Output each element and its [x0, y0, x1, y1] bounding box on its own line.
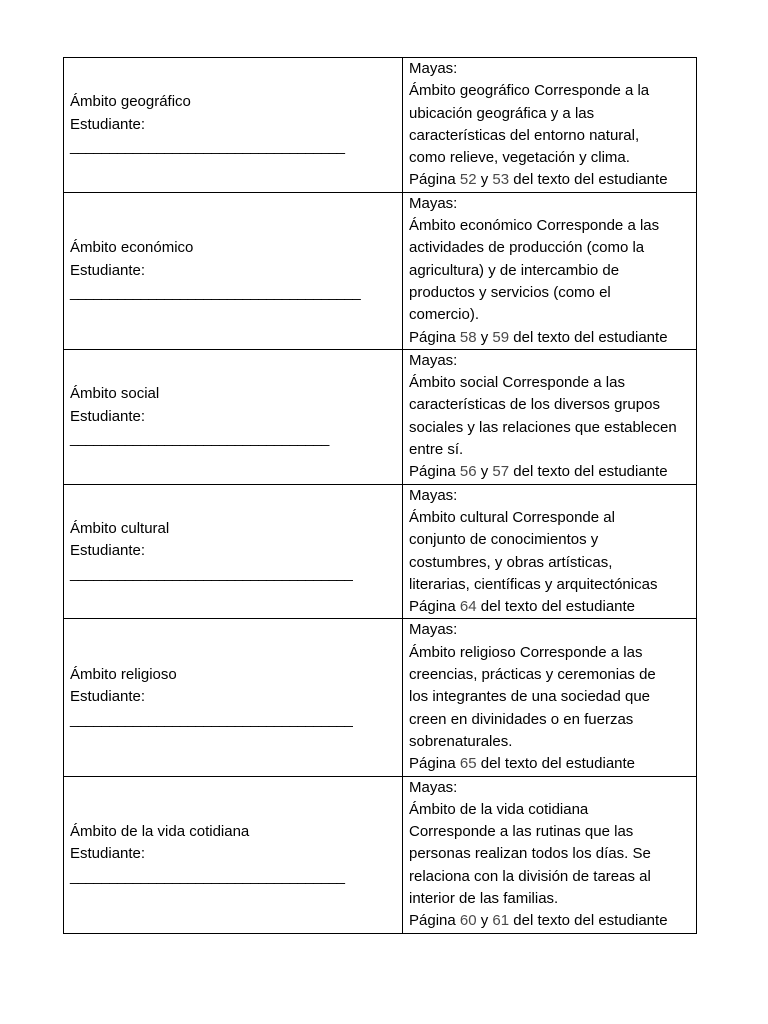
description-line: Ámbito social Corresponde a las: [409, 374, 625, 392]
ambito-cell: [64, 349, 403, 484]
ambito-title: Ámbito religioso: [70, 666, 177, 684]
page-reference: Página 56 y 57 del texto del estudiante: [409, 463, 668, 481]
ambito-title: Ámbito económico: [70, 239, 194, 257]
page-reference: Página 52 y 53 del texto del estudiante: [409, 171, 668, 189]
table-row: [64, 192, 697, 349]
description-line: entre sí.: [409, 441, 464, 459]
ambito-cell: [64, 484, 403, 619]
ambito-cell: [64, 58, 403, 193]
description-line: creen en divinidades o en fuerzas: [409, 710, 634, 728]
page-number: 60: [459, 912, 477, 930]
student-answer-line[interactable]: ___________________________________: [70, 138, 345, 156]
description-line: características de los diversos grupos: [409, 396, 660, 414]
description-line: los integrantes de una sociedad que: [409, 688, 651, 706]
ambito-cell: [64, 776, 403, 933]
page-number: 53: [492, 171, 510, 189]
page-reference: Página 65 del texto del estudiante: [409, 755, 636, 773]
civilization-heading: Mayas:: [409, 351, 458, 369]
description-line: Corresponde a las rutinas que las: [409, 823, 634, 841]
student-answer-line[interactable]: ____________________________________: [70, 710, 353, 728]
ambito-title: Ámbito de la vida cotidiana: [70, 823, 250, 841]
page-number: 64: [459, 598, 477, 616]
page-number: 57: [492, 463, 510, 481]
page-reference: Página 64 del texto del estudiante: [409, 598, 636, 616]
description-line: relaciona con la división de tareas al: [409, 867, 651, 885]
student-answer-line[interactable]: ___________________________________: [70, 867, 345, 885]
student-label: Estudiante:: [70, 688, 146, 706]
ambito-title: Ámbito geográfico: [70, 93, 191, 111]
description-line: creencias, prácticas y ceremonias de: [409, 666, 656, 684]
page-reference: Página 60 y 61 del texto del estudiante: [409, 912, 668, 930]
ambito-title: Ámbito social: [70, 385, 160, 403]
description-line: sociales y las relaciones que establecen: [409, 418, 677, 436]
description-line: Ámbito económico Corresponde a las: [409, 217, 660, 235]
civilization-heading: Mayas:: [409, 486, 458, 504]
description-cell: [403, 484, 697, 619]
civilization-heading: Mayas:: [409, 621, 458, 639]
description-line: productos y servicios (como el: [409, 283, 611, 301]
description-line: características del entorno natural,: [409, 126, 640, 144]
civilization-heading: Mayas:: [409, 60, 458, 77]
ambitos-table: [63, 57, 697, 934]
student-answer-line[interactable]: _____________________________________: [70, 283, 361, 301]
ambito-title: Ámbito cultural: [70, 520, 170, 538]
description-cell: [403, 192, 697, 349]
table-row: [64, 58, 697, 193]
page-number: 65: [459, 755, 477, 773]
description-line: agricultura) y de intercambio de: [409, 261, 620, 279]
page-reference: Página 58 y 59 del texto del estudiante: [409, 328, 668, 346]
civilization-heading: Mayas:: [409, 778, 458, 796]
student-label: Estudiante:: [70, 542, 146, 560]
description-line: Ámbito geográfico Corresponde a la: [409, 82, 650, 100]
description-cell: [403, 776, 697, 933]
description-cell: [403, 619, 697, 776]
student-label: Estudiante:: [70, 115, 146, 133]
civilization-heading: Mayas:: [409, 194, 458, 212]
description-cell: [403, 349, 697, 484]
student-answer-line[interactable]: _________________________________: [70, 429, 329, 447]
description-line: Ámbito cultural Corresponde al: [409, 508, 615, 526]
student-label: Estudiante:: [70, 845, 146, 863]
student-label: Estudiante:: [70, 407, 146, 425]
description-line: ubicación geográfica y a las: [409, 104, 595, 122]
table-row: [64, 619, 697, 776]
table-row: [64, 484, 697, 619]
page-number: 52: [459, 171, 477, 189]
description-line: interior de las familias.: [409, 889, 559, 907]
description-line: conjunto de conocimientos y: [409, 531, 599, 549]
page-number: 61: [492, 912, 510, 930]
description-line: Ámbito religioso Corresponde a las: [409, 643, 643, 661]
table-row: [64, 776, 697, 933]
description-line: costumbres, y obras artísticas,: [409, 553, 613, 571]
ambito-cell: [64, 192, 403, 349]
description-line: sobrenaturales.: [409, 732, 513, 750]
description-line: literarias, científicas y arquitectónicas: [409, 575, 658, 593]
description-line: Ámbito de la vida cotidiana: [409, 800, 589, 818]
description-line: actividades de producción (como la: [409, 239, 645, 257]
description-line: personas realizan todos los días. Se: [409, 845, 651, 863]
page-number: 59: [492, 328, 510, 346]
description-cell: [403, 58, 697, 193]
student-answer-line[interactable]: ____________________________________: [70, 564, 353, 582]
description-line: como relieve, vegetación y clima.: [409, 149, 630, 167]
page-number: 56: [459, 463, 477, 481]
student-label: Estudiante:: [70, 261, 146, 279]
description-line: comercio).: [409, 306, 480, 324]
page-number: 58: [459, 328, 477, 346]
table-row: [64, 349, 697, 484]
ambito-cell: [64, 619, 403, 776]
